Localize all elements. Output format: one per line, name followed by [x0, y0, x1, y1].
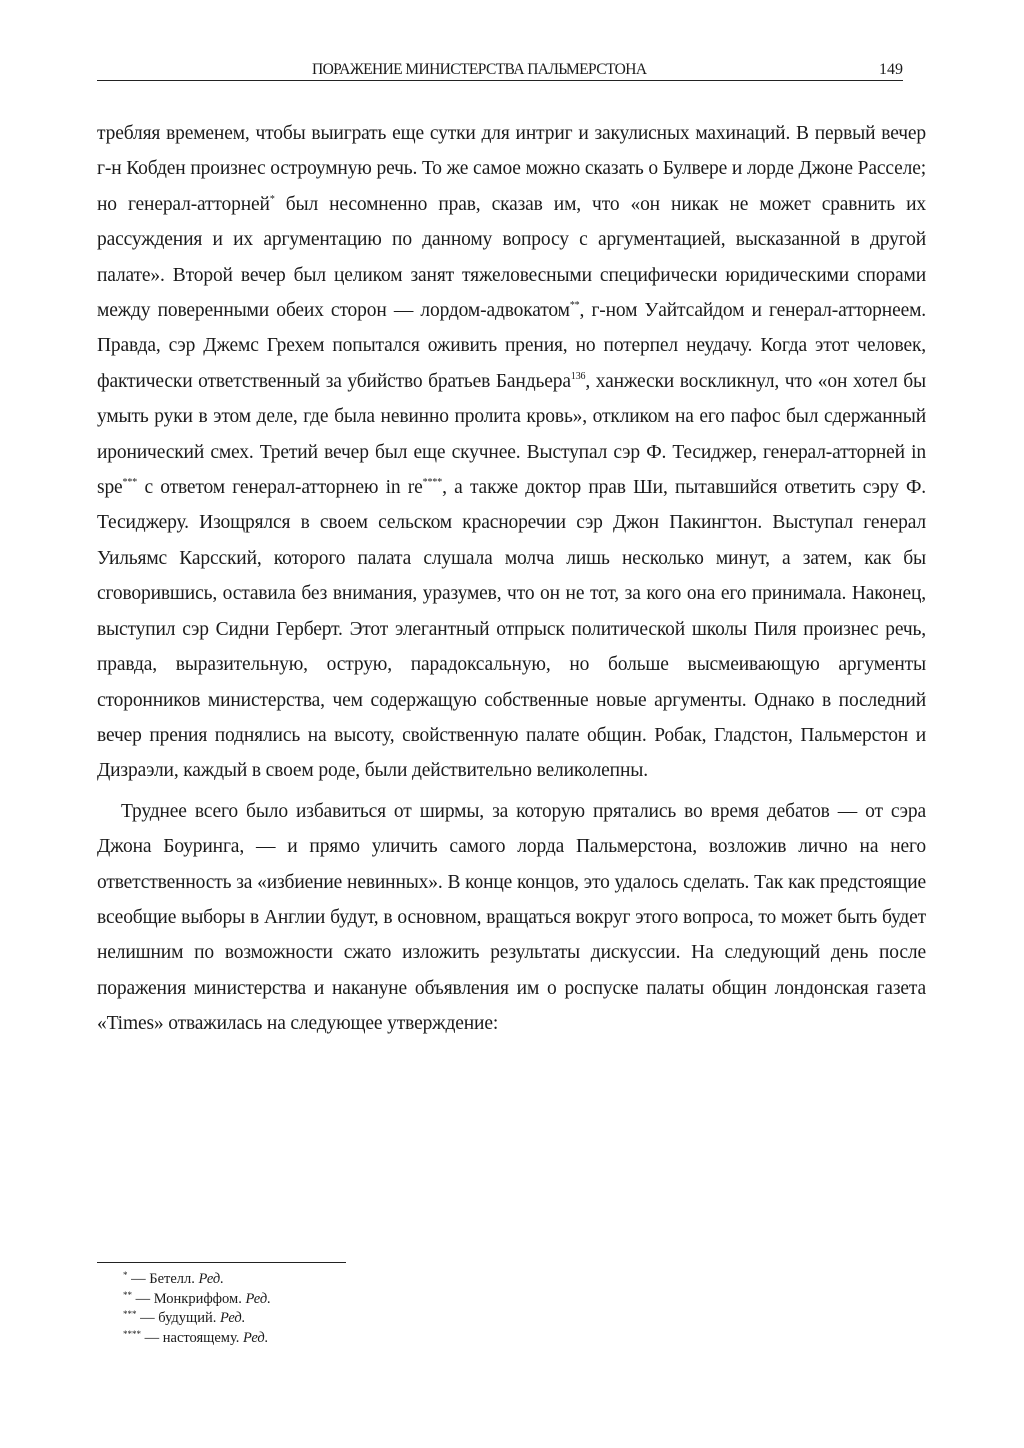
footnote-editor-note: Ред. [198, 1271, 224, 1287]
footnote-marker: *** [123, 1309, 137, 1319]
text-segment: , г-ном Уайтсайдом и генерал-атторнеем. Правда, сэр Джемс Грехем попытался оживить прения, но потерпел неудачу. Когда этот человек, фактически ответственный за убийство братьев Бандьера [97, 300, 926, 392]
footnote-marker: **** [123, 1328, 141, 1339]
paragraph-1 [97, 116, 926, 789]
footnote [123, 1329, 271, 1349]
footnote-divider [97, 1262, 346, 1263]
main-text [97, 116, 926, 1042]
text-segment: был несомненно прав, сказав им, что «он никак не может сравнить их рассуждения и их аргументацию по данному вопросу с аргументацией, высказанной в другой палате». Второй вечер был целиком занят тяжеловесными специфически юридическими спорами между поверенными обеих сторон — лордом-адвокатом [97, 193, 926, 322]
endnote-ref: 136 [570, 370, 586, 382]
footnote-ref: ** [569, 300, 580, 312]
page-number: 149 [879, 61, 903, 78]
footnote-marker: * [123, 1270, 128, 1280]
footnote-text: — будущий. [136, 1310, 220, 1326]
footnote-text: — Монкриффом. [132, 1290, 246, 1307]
text-segment: , ханжески воскликнул, что «он хотел бы умыть руки в этом деле, где была невинно пролита кровь», откликом на его пафос был сдержанный иронический смех. Третий вечер был еще скучнее. Выступал сэр Ф. Тесиджер, генерал-атторней in spe [97, 370, 926, 499]
footnote-editor-note: Ред. [245, 1290, 271, 1307]
paragraph-2: Труднее всего было избавиться от ширмы, за которую прятались во время дебатов — от сэра Джона Боуринга, — и прямо уличить самого лорда Пальмерстона, возложив лично на него ответственность за «избиение невинных». В конце концов, это удалось сделать. Так как предстоящие всеобщие выборы в Англии будут, в основном, вращаться вокруг этого вопроса, то может быть будет нелишним по возможности сжато изложить результаты дискуссии. На следующий день после поражения министерства и накануне объявления им о роспуске палаты общин лондонская газета «Times» отважилась на следующее утверждение: [97, 800, 926, 1035]
footnote-ref: *** [122, 477, 138, 489]
footnotes [123, 1270, 271, 1348]
footnote [123, 1290, 271, 1310]
footnote-marker: ** [123, 1289, 132, 1300]
footnote-editor-note: Ред. [243, 1329, 269, 1346]
footnote-editor-note: Ред. [219, 1310, 246, 1326]
text-segment: требляя временем, чтобы выиграть еще сутки для интриг и закулисных махинаций. В первый вечер г-н Кобден произнес остроумную речь. То же самое можно сказать о Булвере и лорде Джоне Расселе; но генерал-атторней [97, 123, 926, 215]
footnote-text: — Бетелл. [127, 1271, 199, 1287]
footnote [123, 1270, 271, 1290]
footnote-ref: * [269, 193, 275, 205]
footnote-text: — настоящему. [141, 1329, 243, 1346]
text-segment: с ответом генерал-атторнею in re [137, 477, 423, 499]
running-header [97, 58, 903, 81]
running-header-title: ПОРАЖЕНИЕ МИНИСТЕРСТВА ПАЛЬМЕРСТОНА [312, 61, 647, 78]
footnote-ref: **** [422, 477, 443, 489]
text-segment: , а также доктор прав Ши, пытавшийся ответить сэру Ф. Тесиджеру. Изощрялся в своем сельском красноречии сэр Джон Пакингтон. Выступал генерал Уильямс Карсский, которого палата слушала молча лишь несколько минут, а затем, как бы сговорившись, оставила без внимания, уразумев, что он не тот, за кого она его принимала. Наконец, выступил сэр Сидни Герберт. Этот элегантный отпрыск политической школы Пиля произнес речь, правда, выразительную, острую, парадоксальную, но больше высмеивающую аргументы сторонников министерства, чем содержащую собственные новые аргументы. Однако в последний вечер прения поднялись на высоту, свойственную палате общин. Робак, Гладстон, Пальмерстон и Дизраэли, каждый в своем роде, были действительно великолепны. [97, 477, 926, 782]
footnote [123, 1309, 271, 1329]
